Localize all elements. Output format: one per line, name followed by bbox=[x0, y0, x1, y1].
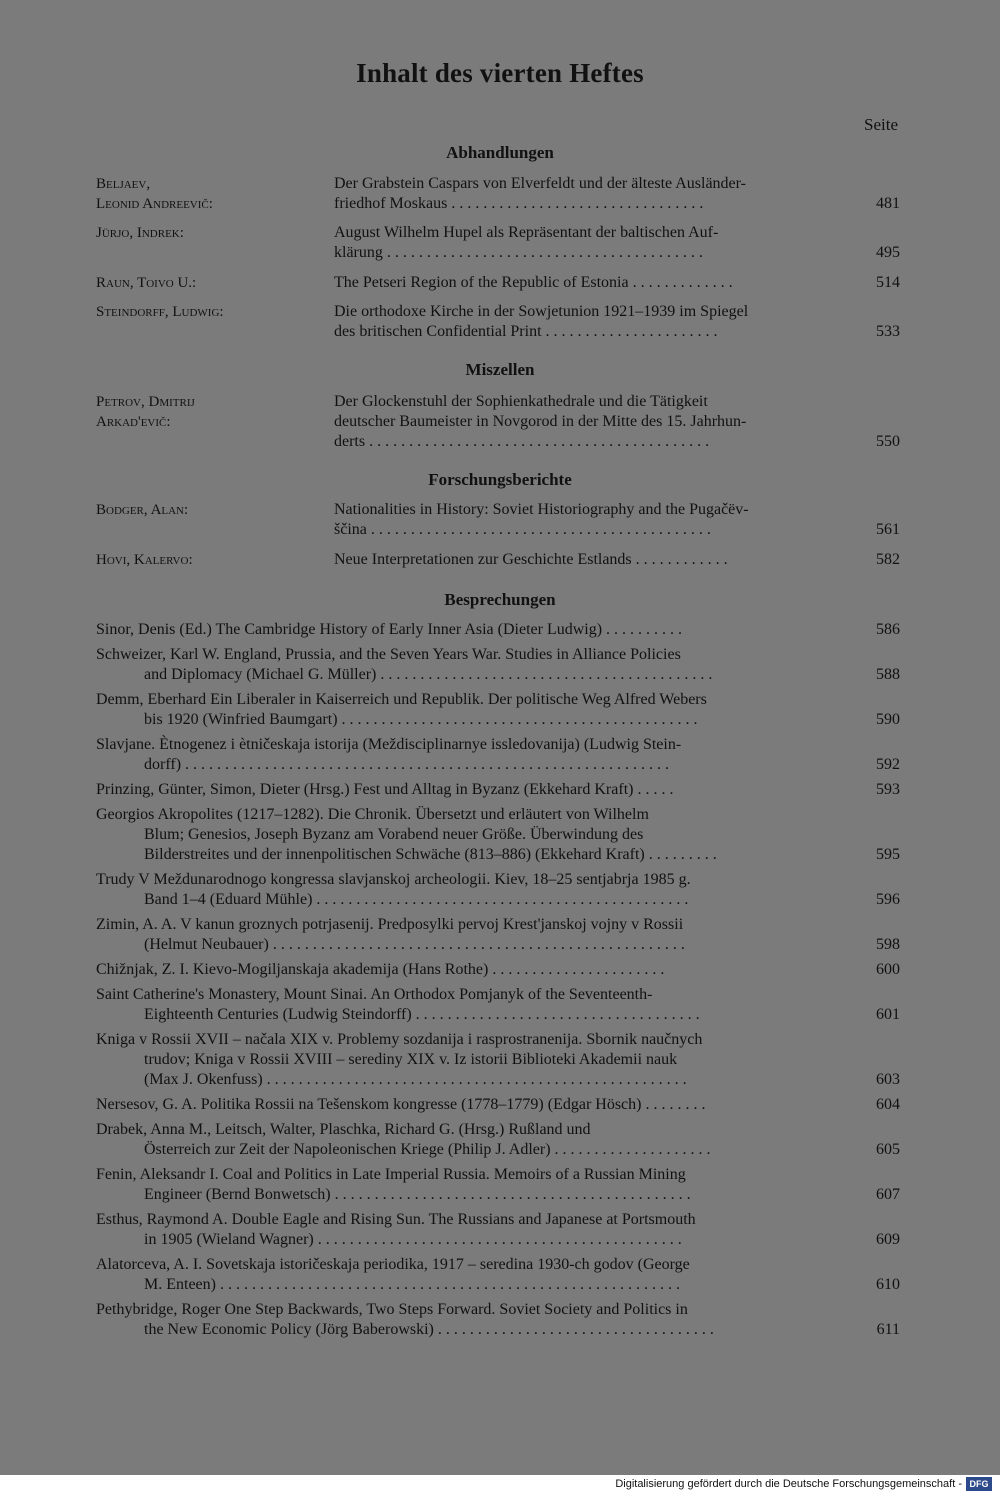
entry-author: Bodger, Alan: bbox=[96, 502, 189, 518]
entry-page-number: 550 bbox=[876, 433, 900, 450]
toc-entry bbox=[96, 500, 900, 540]
entry-author: Beljaev, Leonid Andreevič: bbox=[96, 176, 213, 212]
entry-title: Die orthodoxe Kirche in der Sowjetunion 1921–1939 im Spiegel des britischen Confidential Print . . . . . . . . . . . . . . . . . . . . . . bbox=[334, 303, 749, 340]
toc-entry bbox=[96, 302, 900, 342]
review-line: (Helmut Neubauer) . . . . . . . . . . . . . . . . . . . . . . . . . . . . . . . . . . . . . . . . . . . . . . . . . . . . bbox=[144, 936, 685, 953]
review-line: Band 1–4 (Eduard Mühle) . . . . . . . . . . . . . . . . . . . . . . . . . . . . . . . . . . . . . . . . . . . . . . . bbox=[144, 891, 689, 908]
review-page-number: 605 bbox=[876, 1141, 900, 1158]
review-page-number: 607 bbox=[876, 1186, 900, 1203]
review-line: trudov; Kniga v Rossii XVIII – serediny XIX v. Iz istorii Biblioteki Akademii nauk bbox=[144, 1051, 678, 1068]
section-heading-abhandlungen: Abhandlungen bbox=[446, 143, 554, 162]
review-line: dorff) . . . . . . . . . . . . . . . . . . . . . . . . . . . . . . . . . . . . . . . . . . . . . . . . . . . . . . . . . . . . . bbox=[144, 756, 670, 773]
review-page-number: 604 bbox=[876, 1096, 900, 1113]
entry-title: Nationalities in History: Soviet Historiography and the Pugačëv- ščina . . . . . . . . . . . . . . . . . . . . . . . . . . . . . . . . . . . . . . . . . . . bbox=[334, 501, 749, 538]
entry-page-number: 495 bbox=[876, 244, 900, 261]
review-line: Demm, Eberhard Ein Liberaler in Kaiserreich und Republik. Der politische Weg Alfred Webers bbox=[96, 691, 707, 708]
entry-page-number: 481 bbox=[876, 195, 900, 212]
review-page-number: 586 bbox=[876, 621, 900, 638]
review-line: Esthus, Raymond A. Double Eagle and Rising Sun. The Russians and Japanese at Portsmouth bbox=[96, 1211, 696, 1228]
entry-title: Neue Interpretationen zur Geschichte Estlands . . . . . . . . . . . . bbox=[334, 551, 728, 568]
entry-page-number: 582 bbox=[876, 551, 900, 568]
toc-entry bbox=[96, 550, 900, 570]
review-entry bbox=[96, 1165, 856, 1205]
review-page-number: 600 bbox=[876, 961, 900, 978]
page-title: Inhalt des vierten Heftes bbox=[356, 58, 644, 88]
entry-title: August Wilhelm Hupel als Repräsentant der baltischen Auf- klärung . . . . . . . . . . . . . . . . . . . . . . . . . . . . . . . . . . . . . . . . bbox=[334, 224, 719, 261]
review-line: the New Economic Policy (Jörg Baberowski) . . . . . . . . . . . . . . . . . . . . . . . . . . . . . . . . . . . bbox=[144, 1321, 714, 1338]
review-line: Slavjane. Ètnogenez i ètničeskaja istorija (Meždisciplinarnye issledovanija) (Ludwig Stein- bbox=[96, 736, 682, 753]
entry-page-number: 561 bbox=[876, 521, 900, 538]
review-line: in 1905 (Wieland Wagner) . . . . . . . . . . . . . . . . . . . . . . . . . . . . . . . . . . . . . . . . . . . . . . bbox=[144, 1231, 682, 1248]
review-line: and Diplomacy (Michael G. Müller) . . . . . . . . . . . . . . . . . . . . . . . . . . . . . . . . . . . . . . . . . . bbox=[144, 666, 713, 683]
review-line: M. Enteen) . . . . . . . . . . . . . . . . . . . . . . . . . . . . . . . . . . . . . . . . . . . . . . . . . . . . . . . . . . bbox=[144, 1276, 680, 1293]
review-entry bbox=[96, 1030, 856, 1090]
review-line: Kniga v Rossii XVII – načala XIX v. Problemy sozdanija i rasprostranenija. Sbornik naučnych bbox=[96, 1031, 703, 1048]
review-line: Chižnjak, Z. I. Kievo-Mogiljanskaja akademija (Hans Rothe) . . . . . . . . . . . . . . . . . . . . . . bbox=[96, 961, 665, 978]
entry-author: Steindorff, Ludwig: bbox=[96, 304, 224, 320]
review-line: Nersesov, G. A. Politika Rossii na Tešenskom kongresse (1778–1779) (Edgar Hösch) . . . . . . . . bbox=[96, 1096, 706, 1113]
review-page-number: 595 bbox=[876, 846, 900, 863]
review-entry bbox=[96, 1120, 856, 1160]
review-line: Trudy V Meždunarodnogo kongressa slavjanskoj archeologii. Kiev, 18–25 sentjabrja 1985 g. bbox=[96, 871, 691, 888]
entry-title: Der Grabstein Caspars von Elverfeldt und der älteste Ausländer- friedhof Moskaus . . . . . . . . . . . . . . . . . . . . . . . . . . . . . . . . bbox=[334, 175, 746, 212]
entry-author: Hovi, Kalervo: bbox=[96, 552, 193, 568]
toc-entry bbox=[96, 174, 900, 214]
review-page-number: 610 bbox=[876, 1276, 900, 1293]
review-entry bbox=[96, 735, 856, 775]
review-page-number: 609 bbox=[876, 1231, 900, 1248]
review-line: Engineer (Bernd Bonwetsch) . . . . . . . . . . . . . . . . . . . . . . . . . . . . . . . . . . . . . . . . . . . . . bbox=[144, 1186, 691, 1203]
review-page-number: 603 bbox=[876, 1071, 900, 1088]
section-heading-forschungsberichte: Forschungsberichte bbox=[428, 470, 572, 489]
review-entry bbox=[96, 1210, 856, 1250]
review-line: Österreich zur Zeit der Napoleonischen Kriege (Philip J. Adler) . . . . . . . . . . . . . . . . . . . . bbox=[144, 1141, 711, 1158]
review-page-number: 611 bbox=[876, 1321, 900, 1338]
review-line: Alatorceva, A. I. Sovetskaja istoričeskaja periodika, 1917 – seredina 1930-ch godov (George bbox=[96, 1256, 690, 1273]
review-entry bbox=[96, 1255, 856, 1295]
entry-page-number: 514 bbox=[876, 274, 900, 291]
review-line: Pethybridge, Roger One Step Backwards, Two Steps Forward. Soviet Society and Politics in bbox=[96, 1301, 688, 1318]
section-heading-miszellen: Miszellen bbox=[465, 360, 535, 379]
toc-entry bbox=[96, 392, 900, 452]
review-page-number: 593 bbox=[876, 781, 900, 798]
review-line: Sinor, Denis (Ed.) The Cambridge History of Early Inner Asia (Dieter Ludwig) . . . . . . . . . . bbox=[96, 621, 683, 638]
review-line: Zimin, A. A. V kanun groznych potrjasenij. Predposylki pervoj Krest'janskoj vojny v Rossii bbox=[96, 916, 684, 933]
section-heading-besprechungen: Besprechungen bbox=[444, 590, 556, 609]
review-page-number: 596 bbox=[876, 891, 900, 908]
review-line: (Max J. Okenfuss) . . . . . . . . . . . . . . . . . . . . . . . . . . . . . . . . . . . . . . . . . . . . . . . . . . . . . bbox=[144, 1071, 687, 1088]
review-line: Drabek, Anna M., Leitsch, Walter, Plaschka, Richard G. (Hrsg.) Rußland und bbox=[96, 1121, 591, 1138]
entry-author: Jürjo, Indrek: bbox=[96, 225, 184, 241]
review-entry bbox=[96, 915, 856, 955]
toc-entry bbox=[96, 273, 900, 293]
review-entry bbox=[96, 645, 856, 685]
review-page-number: 588 bbox=[876, 666, 900, 683]
review-line: Bilderstreites und der innenpolitischen Schwäche (813–886) (Ekkehard Kraft) . . . . . . . . . bbox=[144, 846, 717, 863]
digitization-footer bbox=[0, 1475, 1000, 1493]
review-entry bbox=[96, 1095, 856, 1115]
page-column-label: Seite bbox=[864, 115, 898, 134]
review-page-number: 590 bbox=[876, 711, 900, 728]
review-line: Eighteenth Centuries (Ludwig Steindorff) . . . . . . . . . . . . . . . . . . . . . . . . . . . . . . . . . . . . bbox=[144, 1006, 700, 1023]
dfg-logo: DFG bbox=[966, 1477, 992, 1491]
review-line: Prinzing, Günter, Simon, Dieter (Hrsg.) Fest und Alltag in Byzanz (Ekkehard Kraft) . . . . . bbox=[96, 781, 674, 798]
review-entry bbox=[96, 985, 856, 1025]
review-line: Schweizer, Karl W. England, Prussia, and the Seven Years War. Studies in Alliance Policies bbox=[96, 646, 681, 663]
review-line: Fenin, Aleksandr I. Coal and Politics in Late Imperial Russia. Memoirs of a Russian Mining bbox=[96, 1166, 686, 1183]
review-entry bbox=[96, 870, 856, 910]
review-entry bbox=[96, 780, 856, 800]
toc-entry bbox=[96, 223, 900, 263]
entry-author: Raun, Toivo U.: bbox=[96, 275, 197, 291]
footer-credit: Digitalisierung gefördert durch die Deutsche Forschungsgemeinschaft - bbox=[615, 1478, 962, 1490]
review-page-number: 592 bbox=[876, 756, 900, 773]
review-line: bis 1920 (Winfried Baumgart) . . . . . . . . . . . . . . . . . . . . . . . . . . . . . . . . . . . . . . . . . . . . . bbox=[144, 711, 698, 728]
entry-title: The Petseri Region of the Republic of Estonia . . . . . . . . . . . . . bbox=[334, 274, 733, 291]
review-entry bbox=[96, 805, 856, 865]
review-page-number: 601 bbox=[876, 1006, 900, 1023]
review-entry bbox=[96, 960, 856, 980]
review-entry bbox=[96, 1300, 856, 1340]
entry-title: Der Glockenstuhl der Sophienkathedrale und die Tätigkeit deutscher Baumeister in Novgorod in der Mitte des 15. Jahrhun- derts . . . . . . . . . . . . . . . . . . . . . . . . . . . . . . . . . . . . . . . . . . . bbox=[334, 393, 747, 450]
review-page-number: 598 bbox=[876, 936, 900, 953]
review-line: Blum; Genesios, Joseph Byzanz am Vorabend neuer Größe. Überwindung des bbox=[144, 826, 644, 843]
review-entry bbox=[96, 620, 856, 640]
review-line: Saint Catherine's Monastery, Mount Sinai. An Orthodox Pomjanyk of the Seventeenth- bbox=[96, 986, 653, 1003]
entry-author: Petrov, Dmitrij Arkad'evič: bbox=[96, 394, 195, 430]
review-line: Georgios Akropolites (1217–1282). Die Chronik. Übersetzt und erläutert von Wilhelm bbox=[96, 806, 649, 823]
review-entry bbox=[96, 690, 856, 730]
entry-page-number: 533 bbox=[876, 323, 900, 340]
